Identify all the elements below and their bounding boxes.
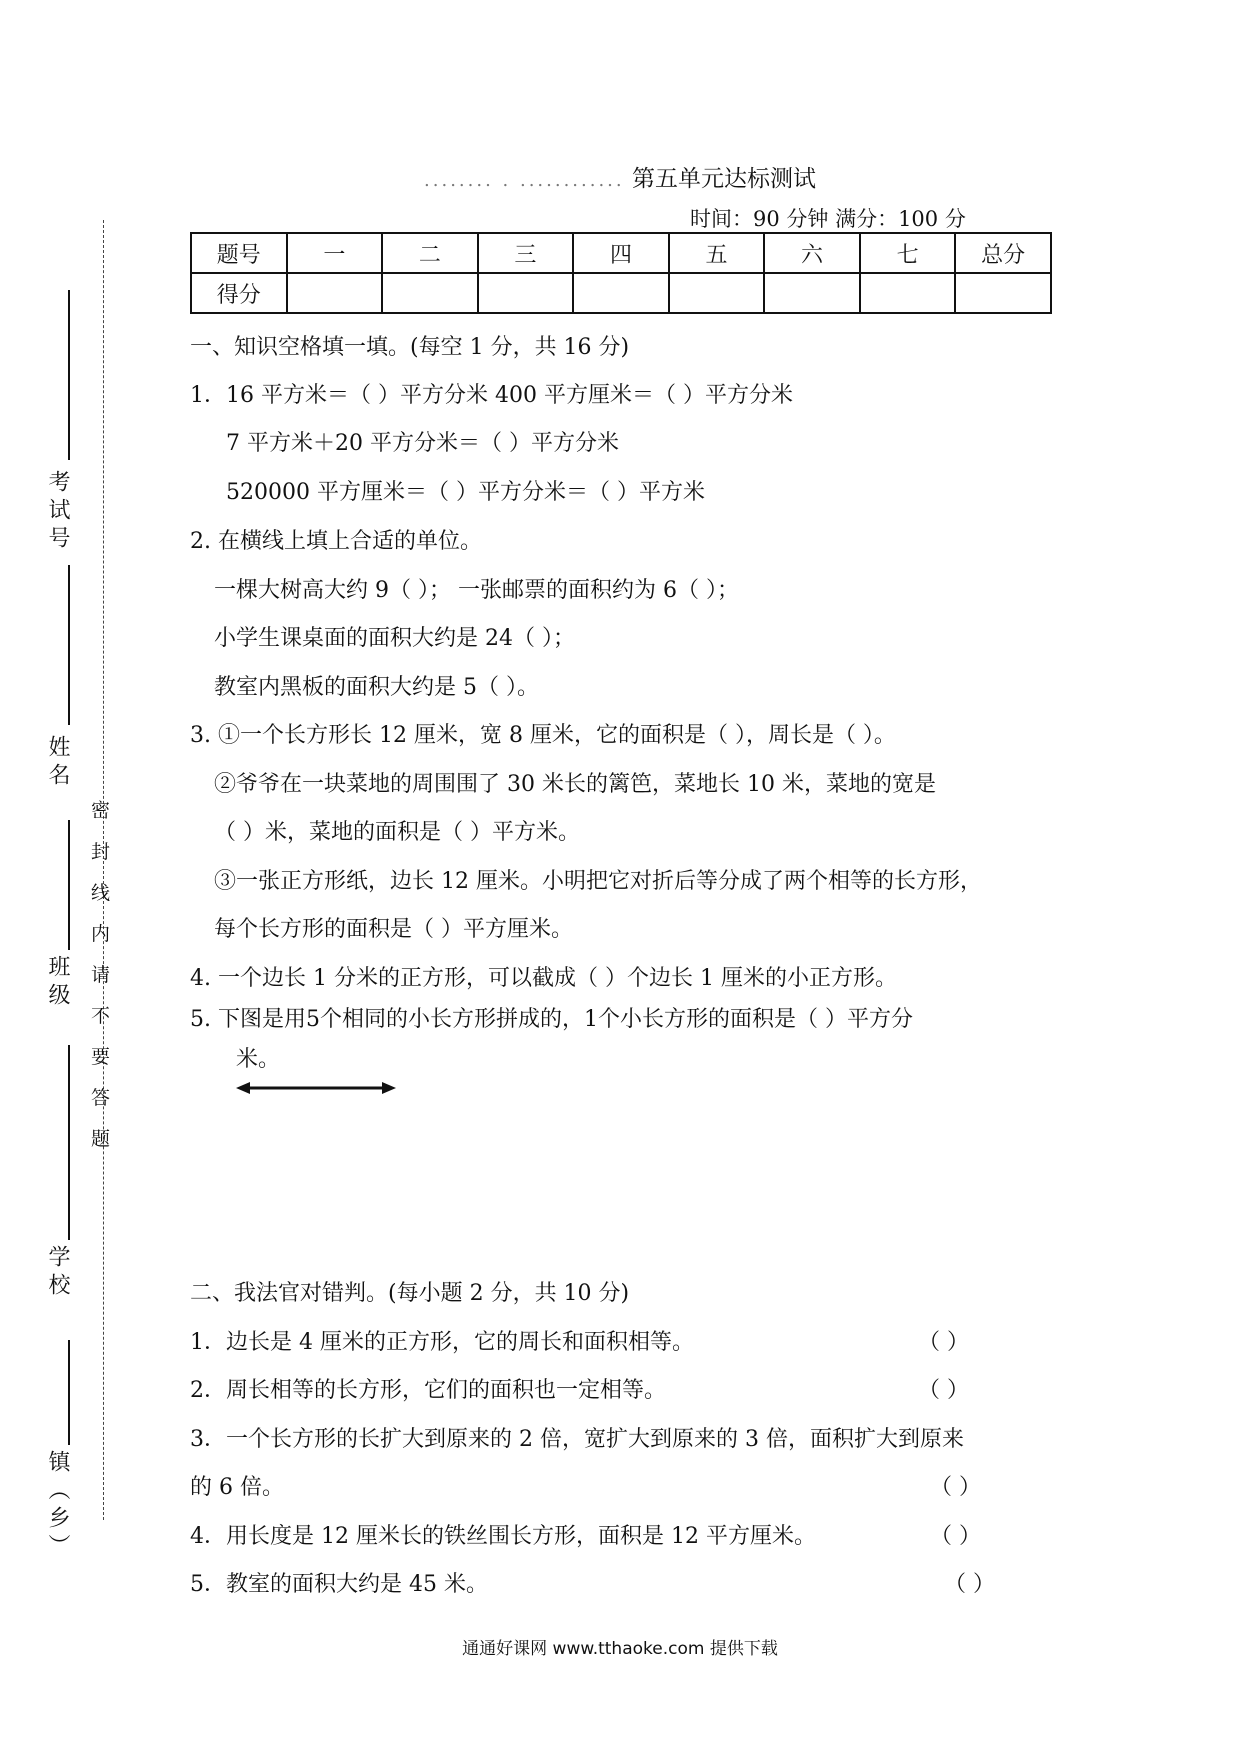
section2-heading: 二、我法官对错判。(每小题 2 分，共 10 分) <box>190 1281 630 1306</box>
question-line: 2. 在横线上填上合适的单位。 <box>190 529 482 554</box>
side-field-school: 学校 <box>45 1245 70 1301</box>
judge-line: 5．教室的面积大约是 45 米。 <box>190 1572 488 1597</box>
score-cell[interactable] <box>669 273 765 313</box>
seal-line-note: 密 封 线 内 请 不 要 答 题 <box>88 800 110 1156</box>
judge-bracket[interactable]: （ ） <box>918 1330 969 1355</box>
question-line: 520000 平方厘米＝（ ）平方分米＝（ ）平方米 <box>226 480 705 505</box>
judge-line: 的 6 倍。 <box>190 1475 284 1500</box>
score-table <box>190 232 1052 314</box>
judge-bracket[interactable]: （ ） <box>930 1475 981 1500</box>
score-cell[interactable] <box>955 273 1051 313</box>
time-info: 时间：90 分钟 满分：100 分 <box>690 207 966 231</box>
page-title <box>0 160 1240 193</box>
side-field-exam-number: 考试号 <box>45 470 70 554</box>
question-line: （ ）米，菜地的面积是（ ）平方米。 <box>214 820 580 845</box>
score-header-cell: 总分 <box>955 233 1051 273</box>
score-cell[interactable] <box>764 273 860 313</box>
score-header-cell: 三 <box>478 233 574 273</box>
field-line-class <box>68 820 70 950</box>
score-table-score-row <box>191 273 1051 313</box>
score-row-label: 得分 <box>191 273 287 313</box>
field-line-town <box>68 1340 70 1445</box>
score-header-cell: 五 <box>669 233 765 273</box>
question-line: 3. ①一个长方形长 12 厘米，宽 8 厘米，它的面积是（ ），周长是（ ）。 <box>190 723 896 748</box>
question-line: 每个长方形的面积是（ ）平方厘米。 <box>214 917 573 942</box>
score-header-cell: 六 <box>764 233 860 273</box>
field-line-exam-number <box>68 290 70 460</box>
title-text: 第五单元达标测试 <box>631 166 816 192</box>
judge-bracket[interactable]: （ ） <box>944 1572 995 1597</box>
score-cell[interactable] <box>860 273 956 313</box>
double-arrow-figure <box>236 1078 396 1098</box>
judge-line: 2．周长相等的长方形，它们的面积也一定相等。 <box>190 1378 666 1403</box>
judge-bracket[interactable]: （ ） <box>918 1378 969 1403</box>
score-header-cell: 四 <box>573 233 669 273</box>
judge-line: 3．一个长方形的长扩大到原来的 2 倍，宽扩大到原来的 3 倍，面积扩大到原来 <box>190 1427 964 1452</box>
question-line: 一棵大树高大约 9（ ）； 一张邮票的面积约为 6（ ）； <box>214 578 739 603</box>
score-header-cell: 一 <box>287 233 383 273</box>
score-table-header-row <box>191 233 1051 273</box>
question-line: 小学生课桌面的面积大约是 24（ ）； <box>214 626 575 651</box>
score-cell[interactable] <box>287 273 383 313</box>
score-cell[interactable] <box>573 273 669 313</box>
footer-credit: 通通好课网 www.tthaoke.com 提供下载 <box>462 1639 778 1659</box>
title-dots: ........ . ............ <box>424 170 625 191</box>
question-line: 7 平方米＋20 平方分米＝（ ）平方分米 <box>226 431 619 456</box>
score-cell[interactable] <box>382 273 478 313</box>
field-line-school <box>68 1045 70 1240</box>
judge-line: 4．用长度是 12 厘米长的铁丝围长方形，面积是 12 平方厘米。 <box>190 1524 816 1549</box>
score-header-cell: 二 <box>382 233 478 273</box>
question-line: 1．16 平方米＝（ ）平方分米 400 平方厘米＝（ ）平方分米 <box>190 383 793 408</box>
score-header-cell: 题号 <box>191 233 287 273</box>
question-line: 米。 <box>236 1047 281 1072</box>
side-field-name: 姓名 <box>45 735 70 791</box>
field-line-name <box>68 565 70 725</box>
score-cell[interactable] <box>478 273 574 313</box>
side-field-class: 班级 <box>45 955 70 1011</box>
question-line: ②爷爷在一块菜地的周围围了 30 米长的篱笆，菜地长 10 米，菜地的宽是 <box>214 772 936 797</box>
judge-bracket[interactable]: （ ） <box>930 1524 981 1549</box>
question-line: ③一张正方形纸，边长 12 厘米。小明把它对折后等分成了两个相等的长方形， <box>214 869 982 894</box>
side-field-town: 镇（乡） <box>45 1450 70 1562</box>
judge-line: 1．边长是 4 厘米的正方形，它的周长和面积相等。 <box>190 1330 694 1355</box>
score-header-cell: 七 <box>860 233 956 273</box>
question-line: 教室内黑板的面积大约是 5（ ）。 <box>214 675 539 700</box>
section1-heading: 一、知识空格填一填。(每空 1 分，共 16 分) <box>190 335 630 360</box>
question-line: 4. 一个边长 1 分米的正方形，可以截成（ ）个边长 1 厘米的小正方形。 <box>190 966 897 991</box>
question-line: 5. 下图是用5个相同的小长方形拼成的，1个小长方形的面积是（ ）平方分 <box>190 1007 913 1032</box>
